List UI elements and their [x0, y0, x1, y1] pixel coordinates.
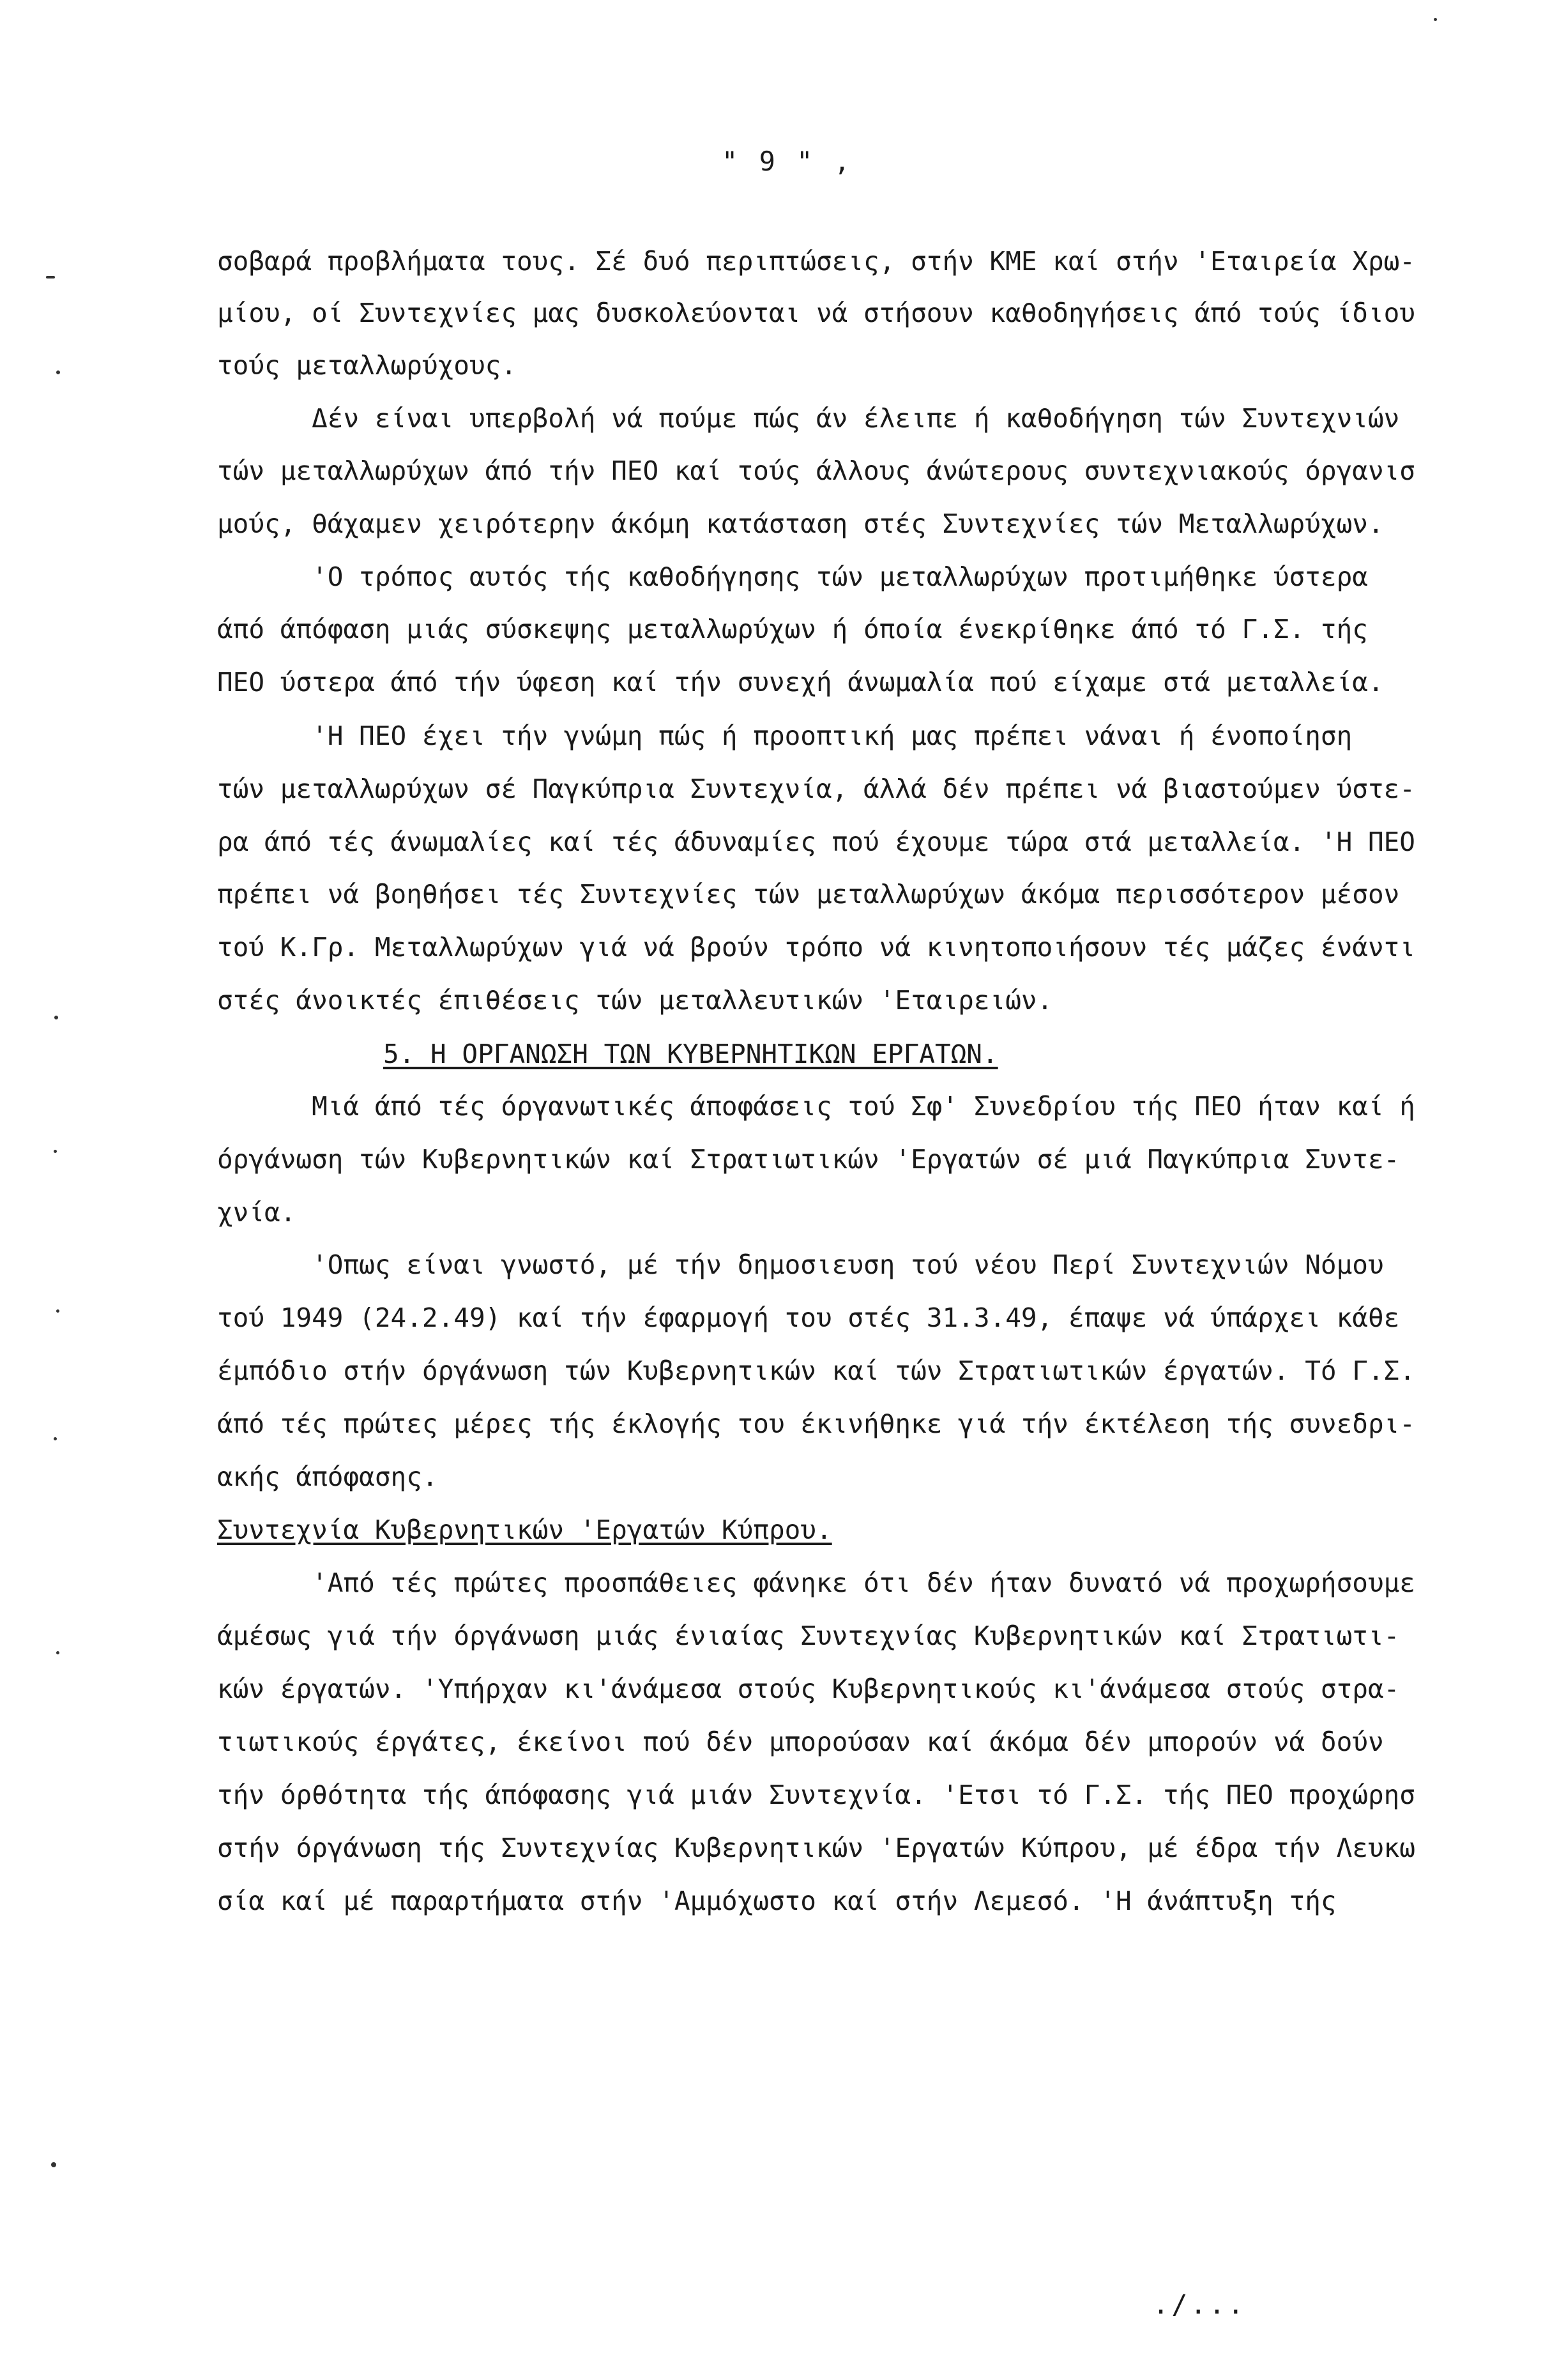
scan-speck [54, 1016, 58, 1019]
text-line: στήν όργάνωση τής Συντεχνίας Κυβερνητικών 'Εργατών Κύπρου, μέ έδρα τήν Λευκω [217, 1833, 1415, 1863]
text-line: στές άνοικτές έπιθέσεις τών μεταλλευτικών 'Εταιρειών. [217, 985, 1053, 1016]
text-line: χνία. [217, 1197, 296, 1228]
text-line: έμπόδιο στήν όργάνωση τών Κυβερνητικών καί τών Στρατιωτικών έργατών. Τό Γ.Σ. [217, 1355, 1415, 1386]
text-line: 'Από τές πρώτες προσπάθειες φάνηκε ότι δέν ήταν δυνατό νά προχωρήσουμε [217, 1568, 1415, 1598]
scan-speck [54, 1437, 57, 1440]
scan-speck [54, 1150, 57, 1153]
text-line: τιωτικούς έργάτες, έκείνοι πού δέν μπορούσαν καί άκόμα δέν μπορούν νά δούν [217, 1727, 1384, 1757]
page-number: " 9 " , [722, 146, 853, 177]
text-line: 'Ο τρόπος αυτός τής καθοδήγησης τών μεταλλωρύχων προτιμήθηκε ύστερα [217, 561, 1368, 592]
text-line: τού 1949 (24.2.49) καί τήν έφαρμογή του στές 31.3.49, έπαψε νά ύπάρχει κάθε [217, 1302, 1400, 1333]
text-line: μίου, οί Συντεχνίες μας δυσκολεύονται νά στήσουν καθοδηγήσεις άπό τούς ίδιου [217, 298, 1415, 328]
text-line: τήν όρθότητα τής άπόφασης γιά μιάν Συντεχνία. 'Ετσι τό Γ.Σ. τής ΠΕΟ προχώρησ [217, 1780, 1415, 1810]
text-line: 'Η ΠΕΟ έχει τήν γνώμη πώς ή προοπτική μας πρέπει νάναι ή ένοποίηση [217, 721, 1353, 751]
text-line: τών μεταλλωρύχων σέ Παγκύπρια Συντεχνία, άλλά δέν πρέπει νά βιαστούμεν ύστε- [217, 774, 1415, 804]
text-line: άπό άπόφαση μιάς σύσκεψης μεταλλωρύχων ή όποία ένεκρίθηκε άπό τό Γ.Σ. τής [217, 614, 1368, 645]
text-line: άπό τές πρώτες μέρες τής έκλογής του έκινήθηκε γιά τήν έκτέλεση τής συνεδρι- [217, 1408, 1415, 1439]
text-line: κών έργατών. 'Υπήρχαν κι'άνάμεσα στούς Κυβερνητικούς κι'άνάμεσα στούς στρα- [217, 1674, 1400, 1704]
section-heading: 5. Η ΟΡΓΑΝΩΣΗ ΤΩΝ ΚΥΒΕΡΝΗΤΙΚΩΝ ΕΡΓΑΤΩΝ. [383, 1039, 998, 1069]
text-line: σοβαρά προβλήματα τους. Σέ δυό περιπτώσεις, στήν ΚΜΕ καί στήν 'Εταιρεία Χρω- [217, 246, 1415, 277]
text-line: Μιά άπό τές όργανωτικές άποφάσεις τού Σφ' Συνεδρίου τής ΠΕΟ ήταν καί ή [217, 1091, 1415, 1122]
continuation-marker: ./... [1153, 2289, 1247, 2320]
text-line: πρέπει νά βοηθήσει τές Συντεχνίες τών μεταλλωρύχων άκόμα περισσότερον μέσον [217, 879, 1400, 910]
text-line: τών μεταλλωρύχων άπό τήν ΠΕΟ καί τούς άλλους άνώτερους συντεχνιακούς όργανισ [217, 455, 1415, 486]
text-line: όργάνωση τών Κυβερνητικών καί Στρατιωτικών 'Εργατών σέ μιά Παγκύπρια Συντε- [217, 1144, 1400, 1175]
scan-speck [1434, 18, 1437, 21]
subsection-heading: Συντεχνία Κυβερνητικών 'Εργατών Κύπρου. [217, 1514, 832, 1545]
text-line: άμέσως γιά τήν όργάνωση μιάς ένιαίας Συντεχνίας Κυβερνητικών καί Στρατιωτι- [217, 1621, 1400, 1651]
text-line: Δέν είναι υπερβολή νά πούμε πώς άν έλειπε ή καθοδήγηση τών Συντεχνιών [217, 403, 1400, 434]
scan-speck [56, 1651, 59, 1654]
text-line: σία καί μέ παραρτήματα στήν 'Αμμόχωστο καί στήν Λεμεσό. 'Η άνάπτυξη τής [217, 1886, 1337, 1916]
text-line: τούς μεταλλωρύχους. [217, 350, 517, 381]
scan-speck [51, 2162, 56, 2167]
scan-speck [56, 370, 60, 374]
scan-speck [46, 276, 55, 278]
text-line: μούς, θάχαμεν χειρότερην άκόμη κατάσταση στές Συντεχνίες τών Μεταλλωρύχων. [217, 508, 1384, 539]
text-line: 'Οπως είναι γνωστό, μέ τήν δημοσιευση τού νέου Περί Συντεχνιών Νόμου [217, 1249, 1384, 1280]
scan-speck [56, 1309, 59, 1313]
text-line: ακής άπόφασης. [217, 1461, 438, 1492]
text-line: τού Κ.Γρ. Μεταλλωρύχων γιά νά βρούν τρόπο νά κινητοποιήσουν τές μάζες ένάντι [217, 932, 1415, 963]
text-line: ρα άπό τές άνωμαλίες καί τές άδυναμίες πού έχουμε τώρα στά μεταλλεία. 'Η ΠΕΟ [217, 827, 1415, 857]
text-line: ΠΕΟ ύστερα άπό τήν ύφεση καί τήν συνεχή άνωμαλία πού είχαμε στά μεταλλεία. [217, 667, 1384, 698]
